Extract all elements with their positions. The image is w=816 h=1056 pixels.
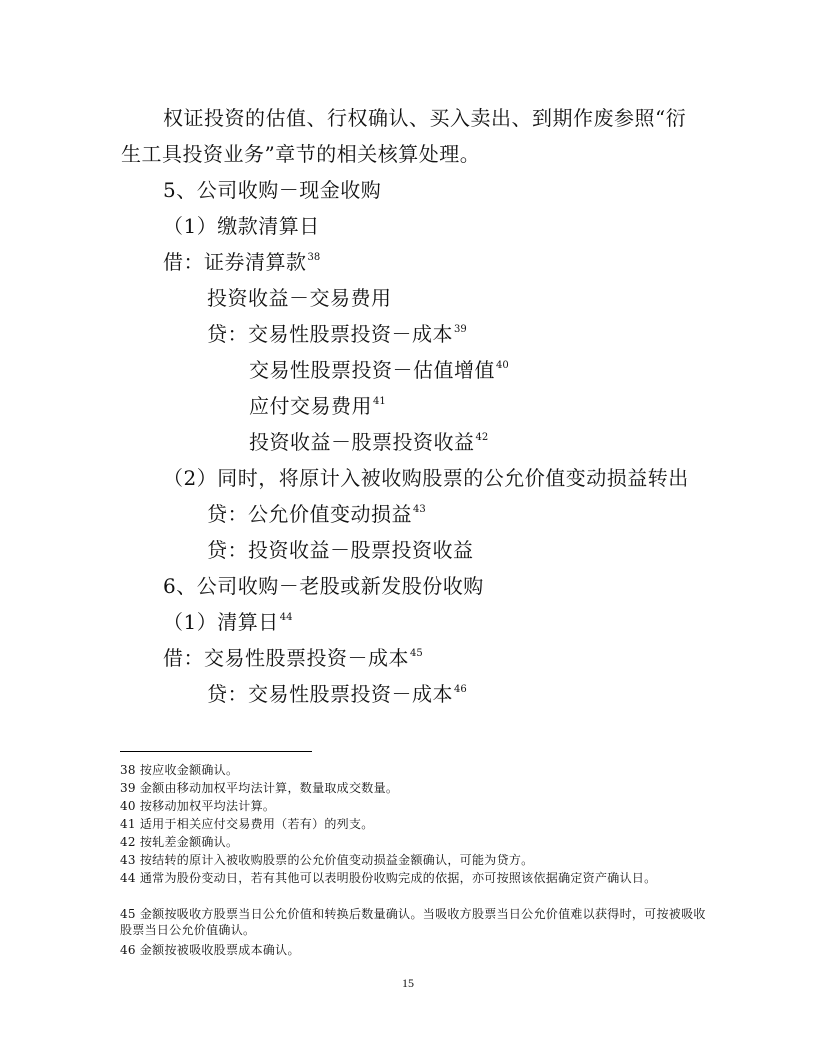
paragraph-line: 生工具投资业务”章节的相关核算处理。: [121, 142, 481, 166]
footnote-ref: 38: [307, 252, 321, 263]
footnote: [120, 906, 710, 938]
footnote-number: 43: [120, 853, 136, 867]
footnote-number: 40: [120, 799, 136, 813]
footnote-number: 42: [120, 835, 136, 849]
footnote-text: 通常为股份变动日，若有其他可以表明股份收购完成的依据，亦可按照该依据确定资产确认日。: [139, 871, 657, 885]
footnote-number: 39: [120, 781, 136, 795]
footnote-ref: 44: [279, 612, 293, 623]
footnote: [120, 762, 710, 778]
footnote-number: 38: [120, 763, 136, 777]
footnote-text: 金额按被吸收股票成本确认。: [139, 943, 300, 957]
footnote-text: 金额由移动加权平均法计算，数量取成交数量。: [139, 781, 399, 795]
entry-text: 贷：交易性股票投资－成本: [207, 322, 453, 346]
journal-entry-line: [163, 646, 423, 670]
journal-entry-line: [207, 322, 467, 346]
footnote-ref: 42: [475, 432, 489, 443]
footnote: [120, 852, 710, 868]
footnote-ref: 46: [454, 684, 467, 695]
footnote-number: 46: [120, 943, 136, 957]
footnote-number: 44: [120, 871, 136, 885]
entry-text: 借：证券清算款: [163, 250, 307, 274]
subsection-heading: （1）缴款清算日: [163, 214, 320, 238]
footnote-text: 金额按吸收方股票当日公允价值和转换后数量确认。当吸收方股票当日公允价值难以获得时，可按被吸收股票当日公允价值确认。: [120, 907, 706, 937]
entry-text: （1）清算日: [163, 610, 279, 634]
footnote-ref: 41: [373, 396, 386, 407]
footnote-text: 适用于相关应付交易费用（若有）的列支。: [139, 817, 374, 831]
page-number: 15: [402, 976, 414, 990]
section-heading: 6、公司收购－老股或新发股份收购: [163, 574, 484, 598]
journal-entry-line: [163, 250, 320, 274]
journal-entry-line: 贷：投资收益－股票投资收益: [207, 538, 474, 562]
journal-entry-line: [207, 682, 467, 706]
subsection-heading: （2）同时，将原计入被收购股票的公允价值变动损益转出: [163, 466, 689, 490]
journal-entry-line: [249, 358, 509, 382]
footnote: [120, 870, 710, 886]
footnote-divider: [120, 751, 312, 752]
section-heading: 5、公司收购－现金收购: [163, 178, 382, 202]
footnote: [120, 798, 710, 814]
footnote-text: 按轧差金额确认。: [139, 835, 239, 849]
journal-entry-line: [207, 502, 426, 526]
entry-text: 借：交易性股票投资－成本: [163, 646, 409, 670]
entry-text: 贷：公允价值变动损益: [207, 502, 412, 526]
footnote: [120, 834, 710, 850]
entry-text: 贷：交易性股票投资－成本: [207, 682, 453, 706]
footnote: [120, 942, 710, 958]
footnote: [120, 816, 710, 832]
footnote-number: 45: [120, 907, 136, 921]
footnote: [120, 780, 710, 796]
journal-entry-line: [249, 430, 488, 454]
footnote-text: 按应收金额确认。: [139, 763, 239, 777]
journal-entry-line: [249, 394, 386, 418]
entry-text: 交易性股票投资－估值增值: [249, 358, 495, 382]
paragraph-line: 权证投资的估值、行权确认、买入卖出、到期作废参照“衍: [163, 106, 687, 130]
footnote-ref: 43: [413, 504, 426, 515]
subsection-heading: [163, 610, 292, 634]
entry-text: 应付交易费用: [249, 394, 372, 418]
footnote-number: 41: [120, 817, 136, 831]
journal-entry-line: 投资收益－交易费用: [207, 286, 392, 310]
entry-text: 投资收益－股票投资收益: [249, 430, 475, 454]
footnote-text: 按结转的原计入被收购股票的公允价值变动损益金额确认，可能为贷方。: [139, 853, 534, 867]
footnote-text: 按移动加权平均法计算。: [139, 799, 276, 813]
footnote-ref: 39: [454, 324, 467, 335]
footnote-ref: 40: [496, 360, 509, 371]
footnote-ref: 45: [410, 648, 423, 659]
